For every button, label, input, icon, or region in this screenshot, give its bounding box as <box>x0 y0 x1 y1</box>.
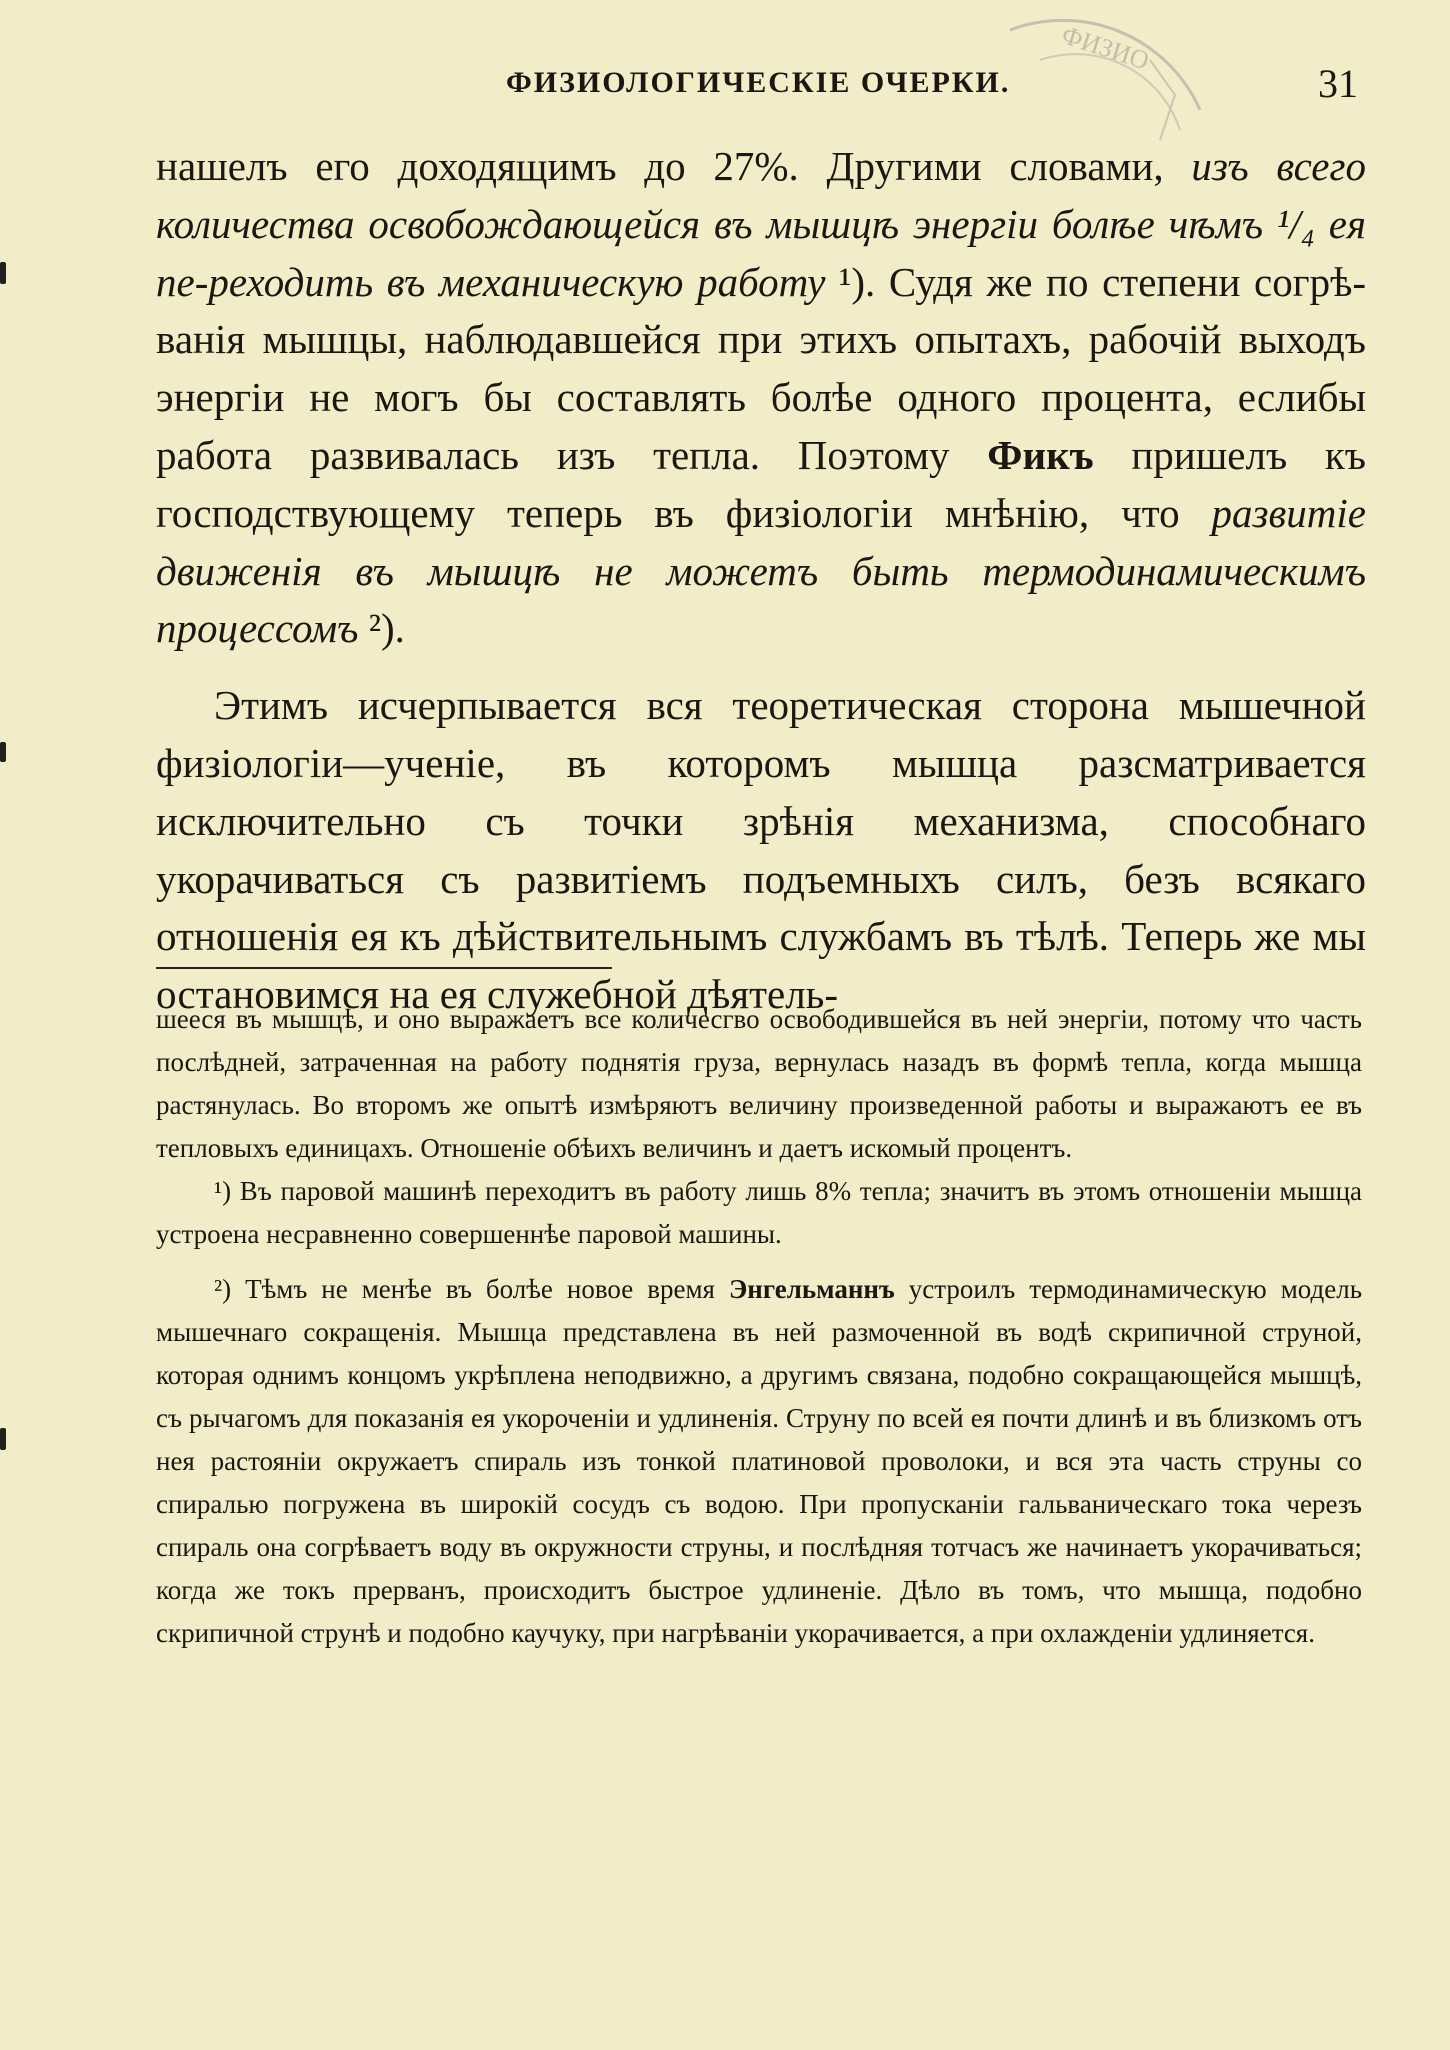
p1-after: пришелъ къ господствующему теперь въ физіологіи мнѣнію, что <box>156 431 1366 536</box>
footnote-2-start: ²) Тѣмъ не менѣе въ болѣе новое время <box>214 1274 729 1305</box>
footnote-continuation: шееся въ мышцѣ, и оно выражаетъ все количесгво освободившейся въ ней энергіи, потому что часть послѣдней, затраченная на работу поднятія груза, вернулась назадъ въ формѣ тепла, когда мышца растянулась. Во второмъ же опытѣ измѣряютъ величину произведенной работы и выражаютъ ее въ тепловыхъ единицахъ. Отношеніе обѣихъ величинъ и даетъ искомый процентъ. <box>156 1004 1362 1163</box>
p1-emphasis-b: количества освобождающейся въ мышцѣ энергіи болѣе чѣмъ ¹/₄ ея пе- <box>156 200 1366 305</box>
margin-mark <box>0 742 6 762</box>
footnote-2 <box>156 1268 1362 1654</box>
footnote-1: ¹) Въ паровой машинѣ переходитъ въ работу лишь 8% тепла; значитъ въ этомъ отношеніи мышца устроена несравненно совершеннѣе паровой машины. <box>156 1175 1362 1249</box>
svg-text:ФИЗИО: ФИЗИО <box>1058 20 1153 76</box>
paragraph-2: Этимъ исчерпывается вся теоретическая сторона мышечной физіологіи—ученіе, въ которомъ мышца разсматривается исключительно съ точки зрѣнія механизма, способнаго укорачиваться съ развитіемъ подъемныхъ силъ, безъ всякаго отношенія ея къ дѣйствительнымъ службамъ въ тѣлѣ. Теперь же мы остановимся на ея служебной дѣятель- <box>156 682 1366 1018</box>
page-number: 31 <box>1318 61 1358 106</box>
running-head: ФИЗИОЛОГИЧЕСКІЕ ОЧЕРКИ. <box>506 66 1011 99</box>
margin-mark <box>0 262 6 284</box>
p1-emphasis-a: изъ всего <box>1191 143 1366 189</box>
p1-line-3-tail: ¹). Судя же по степени согрѣ- <box>825 258 1366 305</box>
author-name-fick: Фикъ <box>987 431 1094 478</box>
main-text <box>156 138 1366 1024</box>
footnote-2-rest: устроилъ термодинамическую модель мышечнаго сокращенія. Мышца представлена въ ней размоченной въ водѣ скрипичной струной, которая однимъ концомъ укрѣплена неподвижно, а другимъ связана, подобно сокращающейся мышцѣ, съ рычагомъ для показанія ея укороченіи и удлиненія. Струну по всей ея почти длинѣ и въ близкомъ отъ нея растояніи окружаетъ спираль изъ тонкой платиновой проволоки, и вся эта часть струны со спиралью погружена въ широкій сосудъ съ водою. При пропусканіи гальваническаго тока черезъ спираль она согрѣваетъ воду въ окружности струны, и послѣдняя тотчасъ же начинаетъ укорачиваться; когда же токъ прерванъ, происходитъ быстрое удлиненіе. Дѣло въ томъ, что мышца, подобно скрипичной струнѣ и подобно каучуку, при нагрѣваніи укорачивается, а при охлажденіи удлиняется. <box>156 1274 1363 1648</box>
p1-emphasis-c: реходить въ механическую работу <box>208 258 826 305</box>
author-name-engelmann: Энгельманнъ <box>728 1274 895 1305</box>
footnote-rule <box>156 967 612 969</box>
page-header <box>156 60 1362 112</box>
p1-body: ванія мышцы, наблюдавшейся при этихъ опытахъ, рабочій выходъ энергіи не могъ бы составлять болѣе одного процента, еслибы работа развивалась изъ тепла. Поэтому <box>156 316 1366 478</box>
margin-mark <box>0 1428 6 1450</box>
p1-line-1: нашелъ его доходящимъ до 27%. Другими словами, <box>156 143 1192 189</box>
p1-end: ²). <box>358 605 405 652</box>
p1-conclusion: развитіе движенія въ мышцѣ не можетъ быть термодинамическимъ процессомъ <box>156 489 1366 652</box>
paragraph-1 <box>156 138 1366 658</box>
footnotes <box>156 998 1362 1655</box>
